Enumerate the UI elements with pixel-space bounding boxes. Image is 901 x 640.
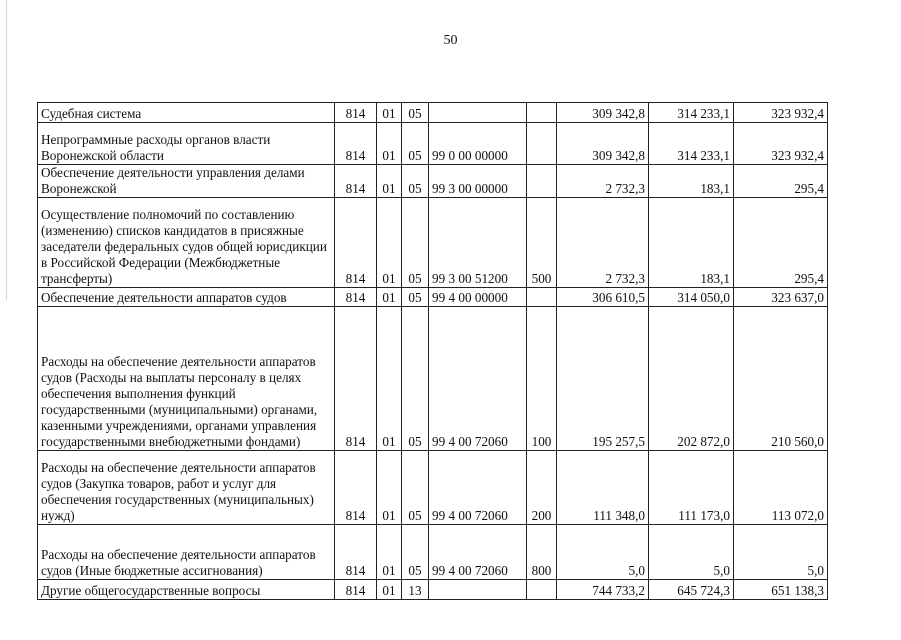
cell-y1: 309 342,8 xyxy=(557,123,649,165)
cell-expense-type xyxy=(527,165,557,198)
cell-ministry: 814 xyxy=(335,103,377,123)
cell-program: 99 4 00 72060 xyxy=(429,451,527,525)
cell-program: 99 0 00 00000 xyxy=(429,123,527,165)
cell-program: 99 3 00 51200 xyxy=(429,198,527,288)
table-row xyxy=(38,165,828,198)
row-name: Расходы на обеспечение деятельности аппаратов судов (Закупка товаров, работ и услуг для обеспечения государственных (муниципальных) нужд) xyxy=(38,451,335,525)
cell-y1: 195 257,5 xyxy=(557,307,649,451)
cell-expense-type xyxy=(527,288,557,307)
cell-expense-type xyxy=(527,103,557,123)
table-row xyxy=(38,288,828,307)
cell-subsection: 05 xyxy=(402,288,429,307)
cell-subsection: 05 xyxy=(402,307,429,451)
cell-section: 01 xyxy=(377,198,402,288)
cell-subsection: 05 xyxy=(402,525,429,580)
cell-y3: 295,4 xyxy=(734,198,828,288)
cell-section: 01 xyxy=(377,103,402,123)
cell-y3: 323 932,4 xyxy=(734,123,828,165)
cell-expense-type: 500 xyxy=(527,198,557,288)
table-row xyxy=(38,103,828,123)
cell-program xyxy=(429,103,527,123)
table-row xyxy=(38,580,828,600)
cell-y2: 111 173,0 xyxy=(649,451,734,525)
cell-ministry: 814 xyxy=(335,451,377,525)
cell-expense-type xyxy=(527,123,557,165)
cell-ministry: 814 xyxy=(335,165,377,198)
cell-y3: 5,0 xyxy=(734,525,828,580)
cell-expense-type: 800 xyxy=(527,525,557,580)
cell-section: 01 xyxy=(377,580,402,600)
row-name: Другие общегосударственные вопросы xyxy=(38,580,335,600)
cell-section: 01 xyxy=(377,288,402,307)
cell-subsection: 05 xyxy=(402,165,429,198)
cell-expense-type xyxy=(527,580,557,600)
cell-expense-type: 200 xyxy=(527,451,557,525)
cell-expense-type: 100 xyxy=(527,307,557,451)
row-name: Обеспечение деятельности аппаратов судов xyxy=(38,288,335,307)
cell-ministry: 814 xyxy=(335,525,377,580)
cell-section: 01 xyxy=(377,123,402,165)
cell-y2: 314 233,1 xyxy=(649,123,734,165)
cell-ministry: 814 xyxy=(335,580,377,600)
cell-y2: 645 724,3 xyxy=(649,580,734,600)
cell-y2: 314 233,1 xyxy=(649,103,734,123)
cell-y1: 309 342,8 xyxy=(557,103,649,123)
cell-subsection: 05 xyxy=(402,451,429,525)
cell-y3: 323 637,0 xyxy=(734,288,828,307)
cell-y1: 2 732,3 xyxy=(557,198,649,288)
cell-section: 01 xyxy=(377,525,402,580)
cell-ministry: 814 xyxy=(335,123,377,165)
table-row xyxy=(38,451,828,525)
cell-ministry: 814 xyxy=(335,288,377,307)
cell-y1: 744 733,2 xyxy=(557,580,649,600)
cell-section: 01 xyxy=(377,451,402,525)
cell-section: 01 xyxy=(377,307,402,451)
cell-y1: 111 348,0 xyxy=(557,451,649,525)
cell-y3: 323 932,4 xyxy=(734,103,828,123)
cell-program: 99 4 00 72060 xyxy=(429,525,527,580)
table-row xyxy=(38,123,828,165)
cell-y1: 5,0 xyxy=(557,525,649,580)
row-name: Непрограммные расходы органов власти Воронежской области xyxy=(38,123,335,165)
cell-subsection: 05 xyxy=(402,103,429,123)
cell-y3: 113 072,0 xyxy=(734,451,828,525)
cell-subsection: 05 xyxy=(402,198,429,288)
cell-program: 99 3 00 00000 xyxy=(429,165,527,198)
cell-y2: 202 872,0 xyxy=(649,307,734,451)
cell-ministry: 814 xyxy=(335,198,377,288)
cell-program: 99 4 00 72060 xyxy=(429,307,527,451)
cell-y3: 651 138,3 xyxy=(734,580,828,600)
cell-section: 01 xyxy=(377,165,402,198)
cell-y2: 314 050,0 xyxy=(649,288,734,307)
table-row xyxy=(38,198,828,288)
cell-y1: 306 610,5 xyxy=(557,288,649,307)
row-name: Судебная система xyxy=(38,103,335,123)
cell-subsection: 13 xyxy=(402,580,429,600)
row-name: Обеспечение деятельности управления делами Воронежской xyxy=(38,165,335,198)
cell-subsection: 05 xyxy=(402,123,429,165)
cell-y2: 183,1 xyxy=(649,165,734,198)
cell-y1: 2 732,3 xyxy=(557,165,649,198)
cell-y3: 210 560,0 xyxy=(734,307,828,451)
row-name: Расходы на обеспечение деятельности аппаратов судов (Иные бюджетные ассигнования) xyxy=(38,525,335,580)
cell-y3: 295,4 xyxy=(734,165,828,198)
cell-y2: 5,0 xyxy=(649,525,734,580)
page-number: 50 xyxy=(443,33,458,48)
row-name: Осуществление полномочий по составлению (изменению) списков кандидатов в присяжные заседатели федеральных судов общей юрисдикции в Российской Федерации (Межбюджетные трансферты) xyxy=(38,198,335,288)
cell-program: 99 4 00 00000 xyxy=(429,288,527,307)
row-name: Расходы на обеспечение деятельности аппаратов судов (Расходы на выплаты персоналу в целях обеспечения выполнения функций государственными (муниципальными) органами, казенными учреждениями, органами управления государственными внебюджетными фондами) xyxy=(38,307,335,451)
table-row xyxy=(38,525,828,580)
budget-table xyxy=(37,102,828,600)
cell-y2: 183,1 xyxy=(649,198,734,288)
table-row xyxy=(38,307,828,451)
cell-program xyxy=(429,580,527,600)
cell-ministry: 814 xyxy=(335,307,377,451)
